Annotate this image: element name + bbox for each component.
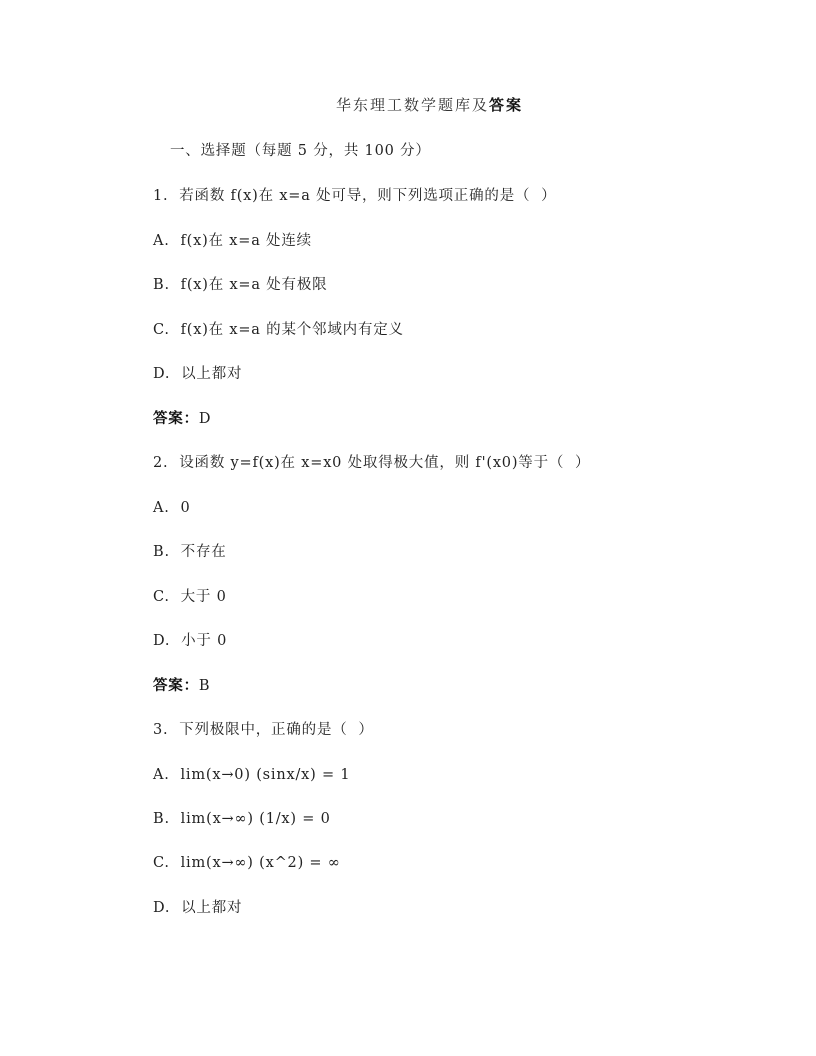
question-2-option-d: D. 小于 0: [153, 633, 228, 649]
question-2-option-c: C. 大于 0: [153, 589, 227, 605]
question-1-stem: 1. 若函数 f(x)在 x=a 处可导，则下列选项正确的是（ ）: [153, 188, 557, 204]
title-main: 华东理工数学题库及: [336, 96, 490, 114]
title-bold: 答案: [489, 96, 524, 114]
question-3-option-d: D. 以上都对: [153, 900, 243, 916]
document-title: [336, 96, 523, 114]
question-1-answer: [153, 410, 211, 428]
answer-value: B: [198, 678, 211, 694]
question-3-stem: 3. 下列极限中，正确的是（ ）: [153, 722, 374, 738]
answer-label: 答案：: [153, 410, 199, 427]
question-1-option-a: A. f(x)在 x=a 处连续: [153, 233, 312, 249]
answer-value: D: [198, 411, 212, 427]
question-2-answer: [153, 677, 210, 695]
answer-label: 答案：: [153, 677, 199, 694]
question-3-option-b: B. lim(x→∞) (1/x) = 0: [153, 811, 331, 827]
question-1-option-b: B. f(x)在 x=a 处有极限: [153, 277, 328, 293]
question-2-option-a: A. 0: [153, 500, 191, 516]
question-3-option-c: C. lim(x→∞) (x^2) = ∞: [153, 855, 341, 871]
question-1-option-c: C. f(x)在 x=a 的某个邻域内有定义: [153, 322, 404, 338]
question-1-option-d: D. 以上都对: [153, 366, 243, 382]
question-2-stem: 2. 设函数 y=f(x)在 x=x0 处取得极大值，则 f'(x0)等于（ ）: [153, 455, 591, 471]
question-3-option-a: A. lim(x→0) (sinx/x) = 1: [153, 767, 351, 783]
question-2-option-b: B. 不存在: [153, 544, 227, 560]
section-heading: 一、选择题（每题 5 分，共 100 分）: [170, 143, 431, 159]
